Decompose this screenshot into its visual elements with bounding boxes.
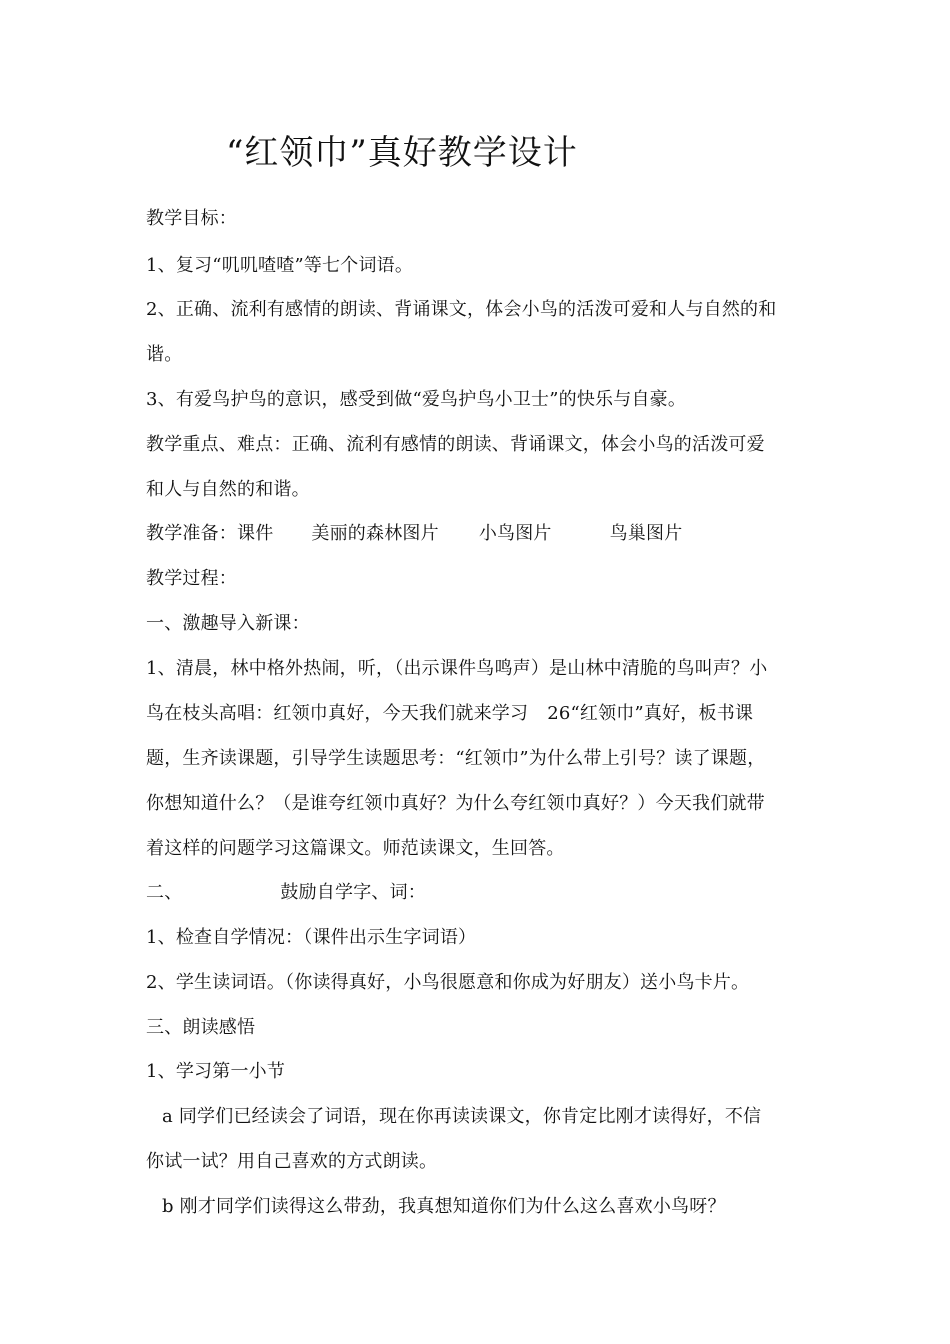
paragraph-segment: 鸟在枝头高唱：红领巾真好，今天我们就来学习 bbox=[146, 703, 529, 724]
paragraph-line: 1、复习“叽叽喳喳”等七个词语。 bbox=[146, 255, 414, 276]
paragraph-line: 着这样的问题学习这篇课文。师范读课文，生回答。 bbox=[146, 838, 565, 859]
section-heading: 三、朗读感悟 bbox=[146, 1017, 256, 1038]
document-title: “红领巾”真好教学设计 bbox=[226, 133, 578, 173]
paragraph-line: 谐。 bbox=[146, 344, 183, 365]
paragraph-line: 你试一试？用自己喜欢的方式朗读。 bbox=[146, 1151, 438, 1172]
paragraph-line: 和人与自然的和谐。 bbox=[146, 479, 310, 500]
paragraph-line: 3、有爱鸟护鸟的意识，感受到做“爱鸟护鸟小卫士”的快乐与自豪。 bbox=[146, 389, 687, 410]
section-heading-objectives: 教学目标： bbox=[146, 208, 237, 229]
section-heading bbox=[146, 881, 426, 905]
section-title: 鼓励自学字、词： bbox=[280, 882, 427, 903]
preparation-item: 美丽的森林图片 bbox=[311, 523, 439, 544]
paragraph-line: 1、清晨，林中格外热闹，听，（出示课件鸟鸣声）是山林中清脆的鸟叫声？小 bbox=[146, 658, 768, 679]
preparation-line bbox=[146, 522, 682, 546]
paragraph-line: 你想知道什么？（是谁夸红领巾真好？为什么夸红领巾真好？）今天我们就带 bbox=[146, 793, 765, 814]
paragraph-line: 1、检查自学情况：（课件出示生字词语） bbox=[146, 927, 477, 948]
preparation-item: 小鸟图片 bbox=[478, 523, 552, 544]
paragraph-segment: 26“红领巾”真好，板书课 bbox=[547, 703, 754, 724]
section-heading: 一、激趣导入新课： bbox=[146, 613, 310, 634]
paragraph-line: 题，生齐读课题，引导学生读题思考：“红领巾”为什么带上引号？读了课题， bbox=[146, 748, 766, 769]
section-heading-process: 教学过程： bbox=[146, 568, 237, 589]
paragraph-line: b 刚才同学们读得这么带劲，我真想知道你们为什么这么喜欢小鸟呀？ bbox=[162, 1196, 726, 1217]
paragraph-line: 2、学生读词语。（你读得真好，小鸟很愿意和你成为好朋友）送小鸟卡片。 bbox=[146, 972, 750, 993]
preparation-item: 鸟巢图片 bbox=[609, 523, 683, 544]
preparation-label: 教学准备：课件 bbox=[146, 523, 274, 544]
section-number: 二、 bbox=[146, 882, 183, 903]
paragraph-line bbox=[146, 702, 753, 726]
paragraph-line: 2、正确、流利有感情的朗读、背诵课文，体会小鸟的活泼可爱和人与自然的和 bbox=[146, 299, 777, 320]
paragraph-line: 教学重点、难点：正确、流利有感情的朗读、背诵课文，体会小鸟的活泼可爱 bbox=[146, 434, 765, 455]
paragraph-line: a 同学们已经读会了词语，现在你再读读课文，你肯定比刚才读得好，不信 bbox=[162, 1106, 762, 1127]
paragraph-line: 1、学习第一小节 bbox=[146, 1061, 286, 1082]
